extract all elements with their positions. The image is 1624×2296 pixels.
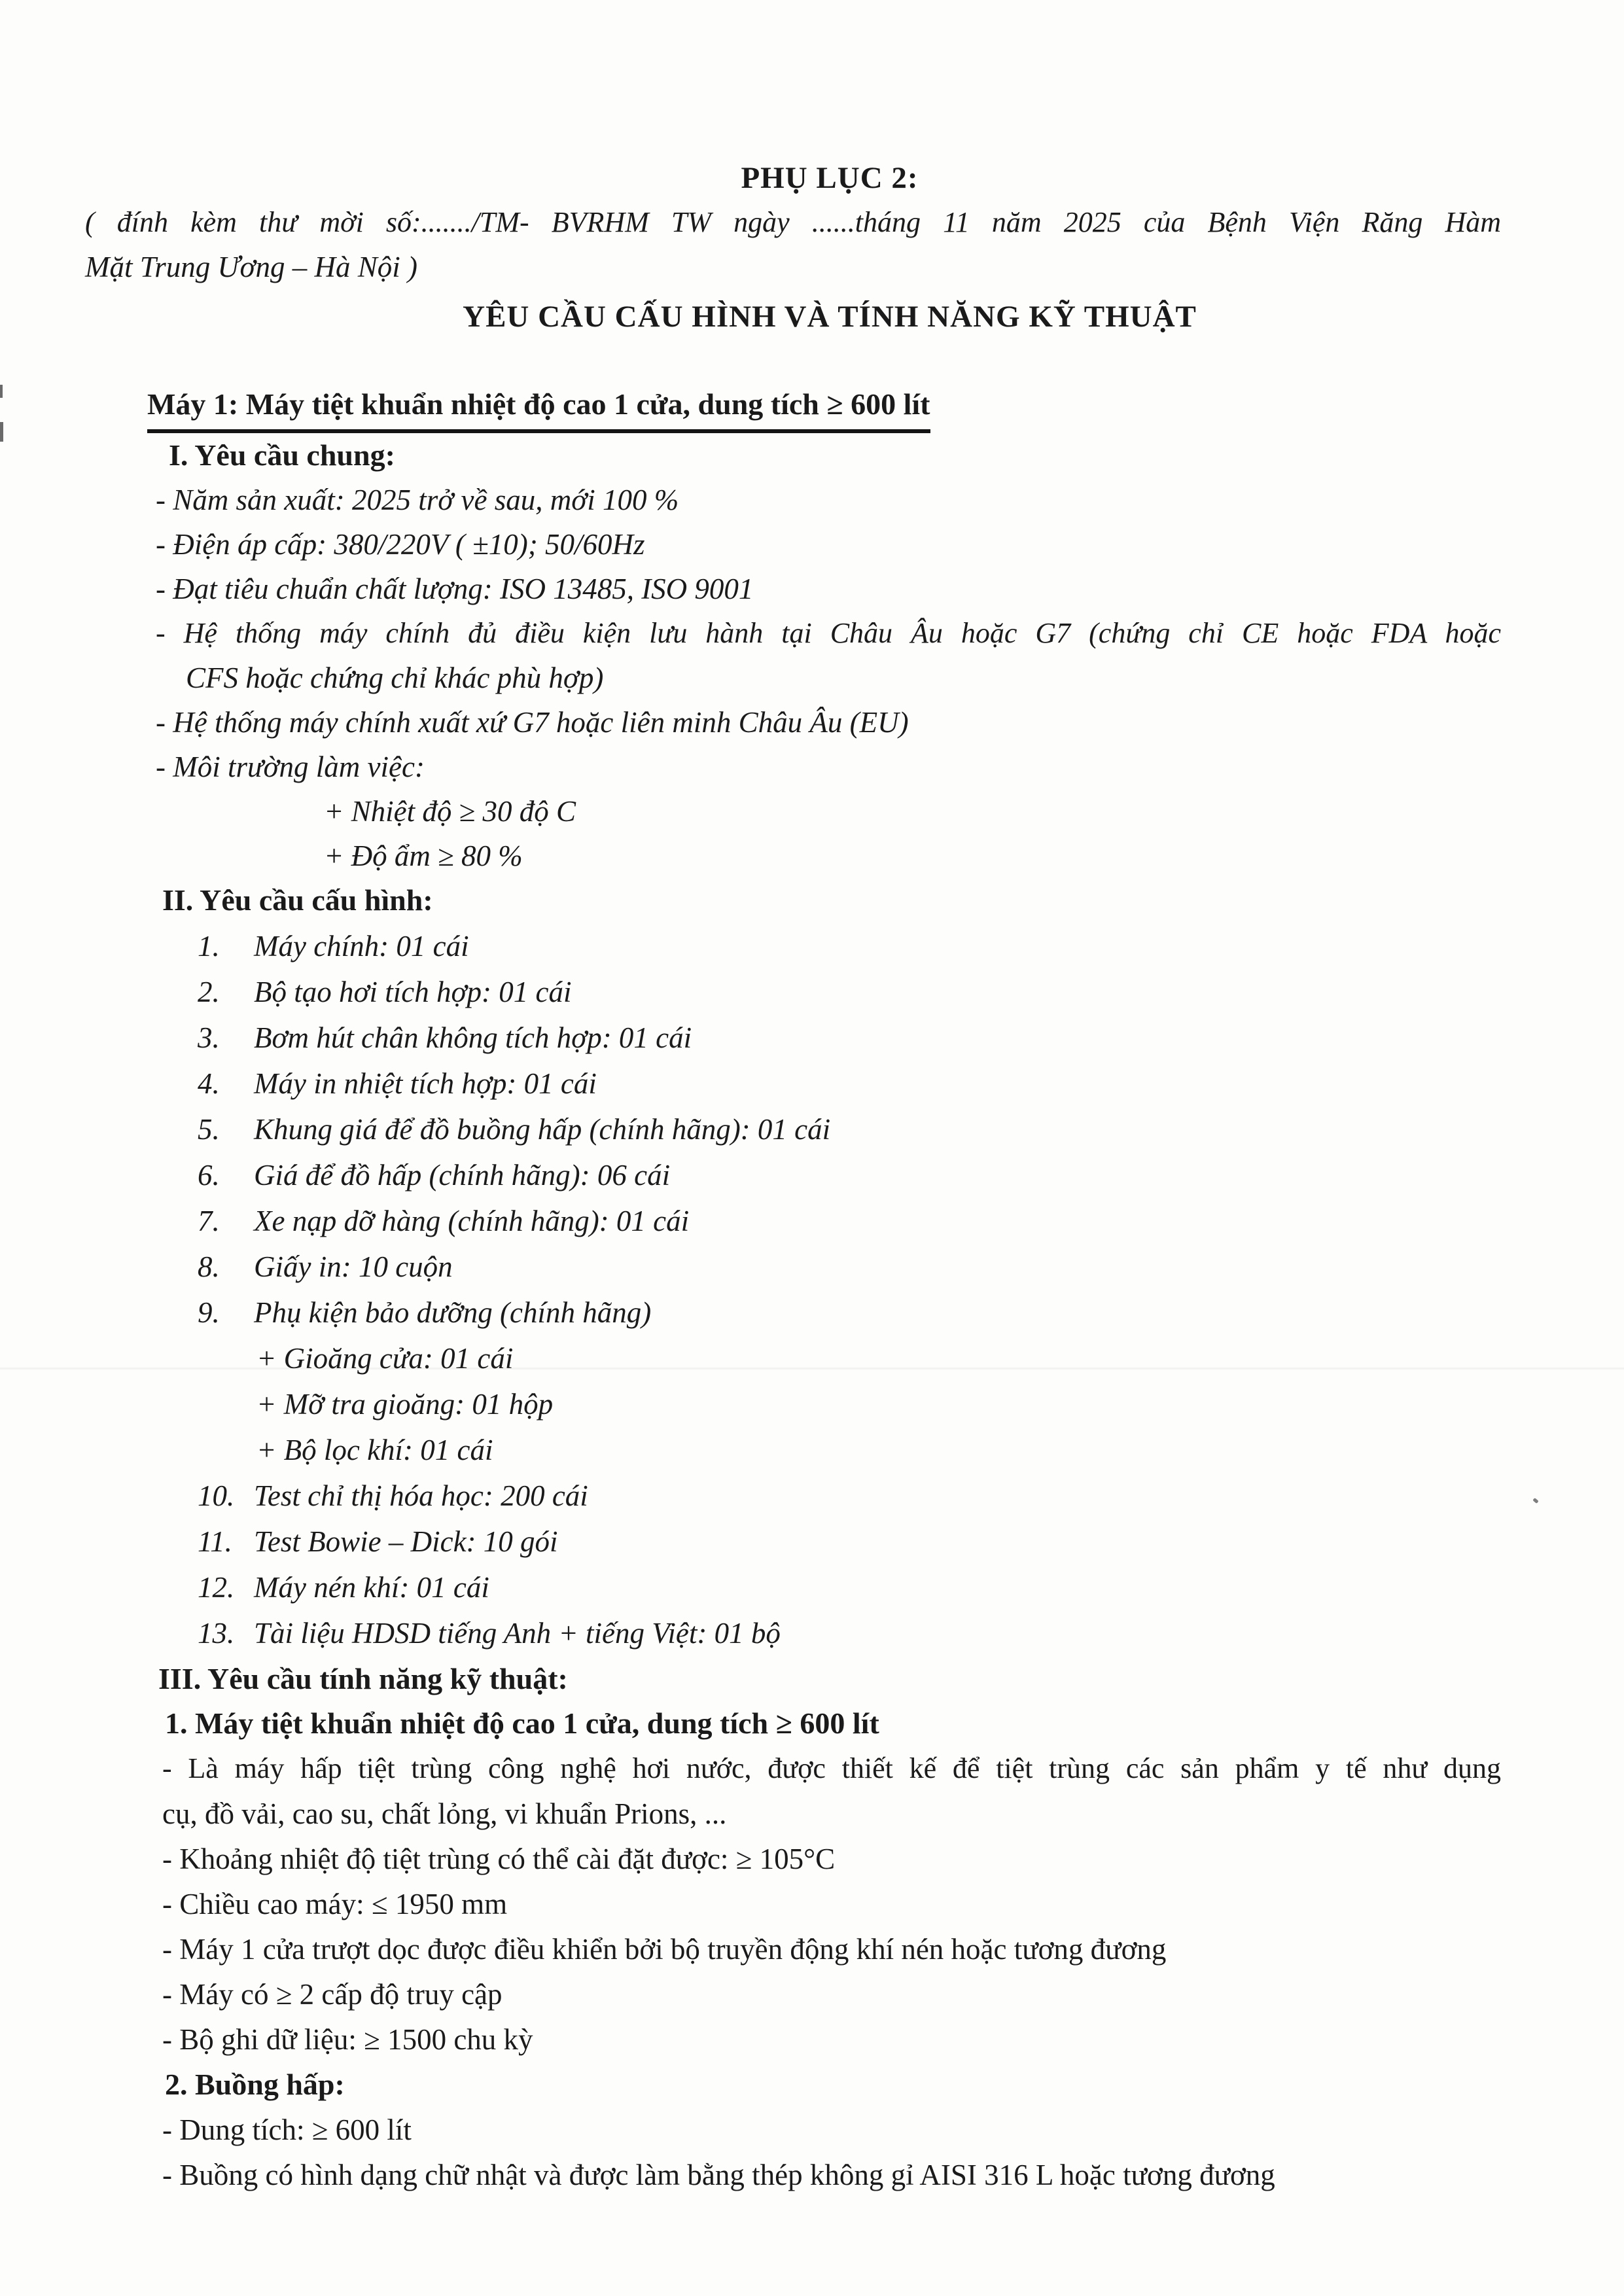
doc-title: YÊU CẦU CẤU HÌNH VÀ TÍNH NĂNG KỸ THUẬT	[463, 300, 1197, 334]
chamber-item-2: - Buồng có hình dạng chữ nhật và được làm bằng thép không gỉ AISI 316 L hoặc tương đương	[162, 2159, 1275, 2191]
config-item-6	[198, 1153, 1501, 1197]
config-item-10-number: 10.	[198, 1479, 235, 1512]
config-item-4-number: 4.	[198, 1067, 220, 1100]
section-i-title: I. Yêu cầu chung:	[169, 438, 395, 472]
config-item-10-text: Test chỉ thị hóa học: 200 cái	[254, 1479, 588, 1512]
config-item-1	[198, 924, 1501, 968]
config-item-13-text: Tài liệu HDSD tiếng Anh + tiếng Việt: 01 bộ	[254, 1617, 781, 1650]
ink-speck-artifact	[1532, 1498, 1538, 1504]
chamber-item-1: - Dung tích: ≥ 600 lít	[162, 2113, 412, 2146]
attachment-note-line-1: ( đính kèm thư mời số:......./TM- BVRHM TW ngày ......tháng 11 năm 2025 của Bệnh Viện Răng Hàm	[85, 206, 1501, 238]
config-item-3-text: Bơm hút chân không tích hợp: 01 cái	[254, 1021, 692, 1054]
config-item-4-text: Máy in nhiệt tích hợp: 01 cái	[254, 1067, 597, 1100]
environment-sub-item-1: + Nhiệt độ ≥ 30 độ C	[324, 795, 576, 828]
config-item-12-text: Máy nén khí: 01 cái	[254, 1571, 489, 1604]
config-item-12-number: 12.	[198, 1571, 235, 1604]
config-item-9	[198, 1290, 1501, 1335]
config-item-12	[198, 1565, 1501, 1610]
config-item-2	[198, 970, 1501, 1014]
config-item-7-number: 7.	[198, 1205, 220, 1237]
general-item-4-line-1: - Hệ thống máy chính đủ điều kiện lưu hành tại Châu Âu hoặc G7 (chứng chỉ CE hoặc FDA hoặc	[156, 617, 1501, 649]
config-item-8-number: 8.	[198, 1250, 220, 1283]
config-item-5	[198, 1107, 1501, 1152]
attachment-note-line-2: Mặt Trung Ương – Hà Nội )	[85, 251, 417, 283]
config-item-11-text: Test Bowie – Dick: 10 gói	[254, 1525, 558, 1558]
scan-edge-mark	[0, 385, 3, 398]
spec-item-5: - Bộ ghi dữ liệu: ≥ 1500 chu kỳ	[162, 2023, 533, 2056]
spec-subsection-1-heading: 1. Máy tiệt khuẩn nhiệt độ cao 1 cửa, dung tích ≥ 600 lít	[165, 1706, 879, 1740]
config-item-1-number: 1.	[198, 930, 220, 963]
config-item-8-text: Giấy in: 10 cuộn	[254, 1250, 453, 1283]
config-item-3-number: 3.	[198, 1021, 220, 1054]
section-ii-title: II. Yêu cầu cấu hình:	[162, 883, 433, 917]
config-item-6-text: Giá để đồ hấp (chính hãng): 06 cái	[254, 1159, 671, 1192]
config-item-11	[198, 1519, 1501, 1564]
scanner-band-artifact	[0, 1368, 1624, 1369]
config-item-7	[198, 1199, 1501, 1243]
config-item-1-text: Máy chính: 01 cái	[254, 930, 469, 963]
general-item-6: - Môi trường làm việc:	[156, 751, 425, 783]
spec-subsection-2-heading: 2. Buồng hấp:	[165, 2068, 345, 2101]
config-item-3	[198, 1016, 1501, 1060]
config-item-9-number: 9.	[198, 1296, 220, 1329]
environment-sub-item-2: + Độ ẩm ≥ 80 %	[324, 839, 523, 872]
config-item-13	[198, 1611, 1501, 1655]
config-item-2-number: 2.	[198, 976, 220, 1008]
maintenance-sub-item-2: + Mỡ tra gioăng: 01 hộp	[256, 1388, 554, 1421]
spec-paragraph-line-2: cụ, đồ vải, cao su, chất lỏng, vi khuẩn Prions, ...	[162, 1797, 727, 1830]
config-item-9-text: Phụ kiện bảo dưỡng (chính hãng)	[254, 1296, 652, 1329]
spec-item-2: - Chiều cao máy: ≤ 1950 mm	[162, 1888, 508, 1920]
spec-item-4: - Máy có ≥ 2 cấp độ truy cập	[162, 1978, 503, 2011]
config-item-5-text: Khung giá để đồ buồng hấp (chính hãng): 01 cái	[254, 1113, 831, 1146]
appendix-title: PHỤ LỤC 2:	[741, 161, 919, 195]
machine-1-heading-row	[147, 382, 1501, 433]
config-item-6-number: 6.	[198, 1159, 220, 1192]
config-item-2-text: Bộ tạo hơi tích hợp: 01 cái	[254, 976, 572, 1008]
general-item-5: - Hệ thống máy chính xuất xứ G7 hoặc liên minh Châu Âu (EU)	[156, 706, 909, 739]
spec-item-3: - Máy 1 cửa trượt dọc được điều khiển bởi bộ truyền động khí nén hoặc tương đương	[162, 1933, 1167, 1966]
general-item-2: - Điện áp cấp: 380/220V ( ±10); 50/60Hz	[156, 528, 645, 561]
config-item-4	[198, 1061, 1501, 1106]
config-item-8	[198, 1245, 1501, 1289]
config-item-7-text: Xe nạp dỡ hàng (chính hãng): 01 cái	[254, 1205, 690, 1237]
spec-item-1: - Khoảng nhiệt độ tiệt trùng có thể cài đặt được: ≥ 105°C	[162, 1843, 836, 1875]
config-item-5-number: 5.	[198, 1113, 220, 1146]
spec-paragraph-line-1: - Là máy hấp tiệt trùng công nghệ hơi nước, được thiết kế để tiệt trùng các sản phẩm y tế như dụng	[162, 1752, 1501, 1784]
general-item-4-line-2: CFS hoặc chứng chỉ khác phù hợp)	[186, 662, 604, 694]
general-item-1: - Năm sản xuất: 2025 trở về sau, mới 100 %	[156, 484, 679, 516]
general-item-3: - Đạt tiêu chuẩn chất lượng: ISO 13485, ISO 9001	[156, 573, 754, 605]
maintenance-sub-item-3: + Bộ lọc khí: 01 cái	[256, 1434, 493, 1466]
scan-edge-mark	[0, 422, 3, 442]
config-item-13-number: 13.	[198, 1617, 235, 1650]
machine-1-heading: Máy 1: Máy tiệt khuẩn nhiệt độ cao 1 cửa, dung tích ≥ 600 lít	[147, 382, 930, 433]
config-item-10	[198, 1474, 1501, 1518]
maintenance-sub-item-1: + Gioăng cửa: 01 cái	[256, 1342, 514, 1375]
config-item-11-number: 11.	[198, 1525, 232, 1558]
section-iii-title: III. Yêu cầu tính năng kỹ thuật:	[158, 1662, 568, 1695]
